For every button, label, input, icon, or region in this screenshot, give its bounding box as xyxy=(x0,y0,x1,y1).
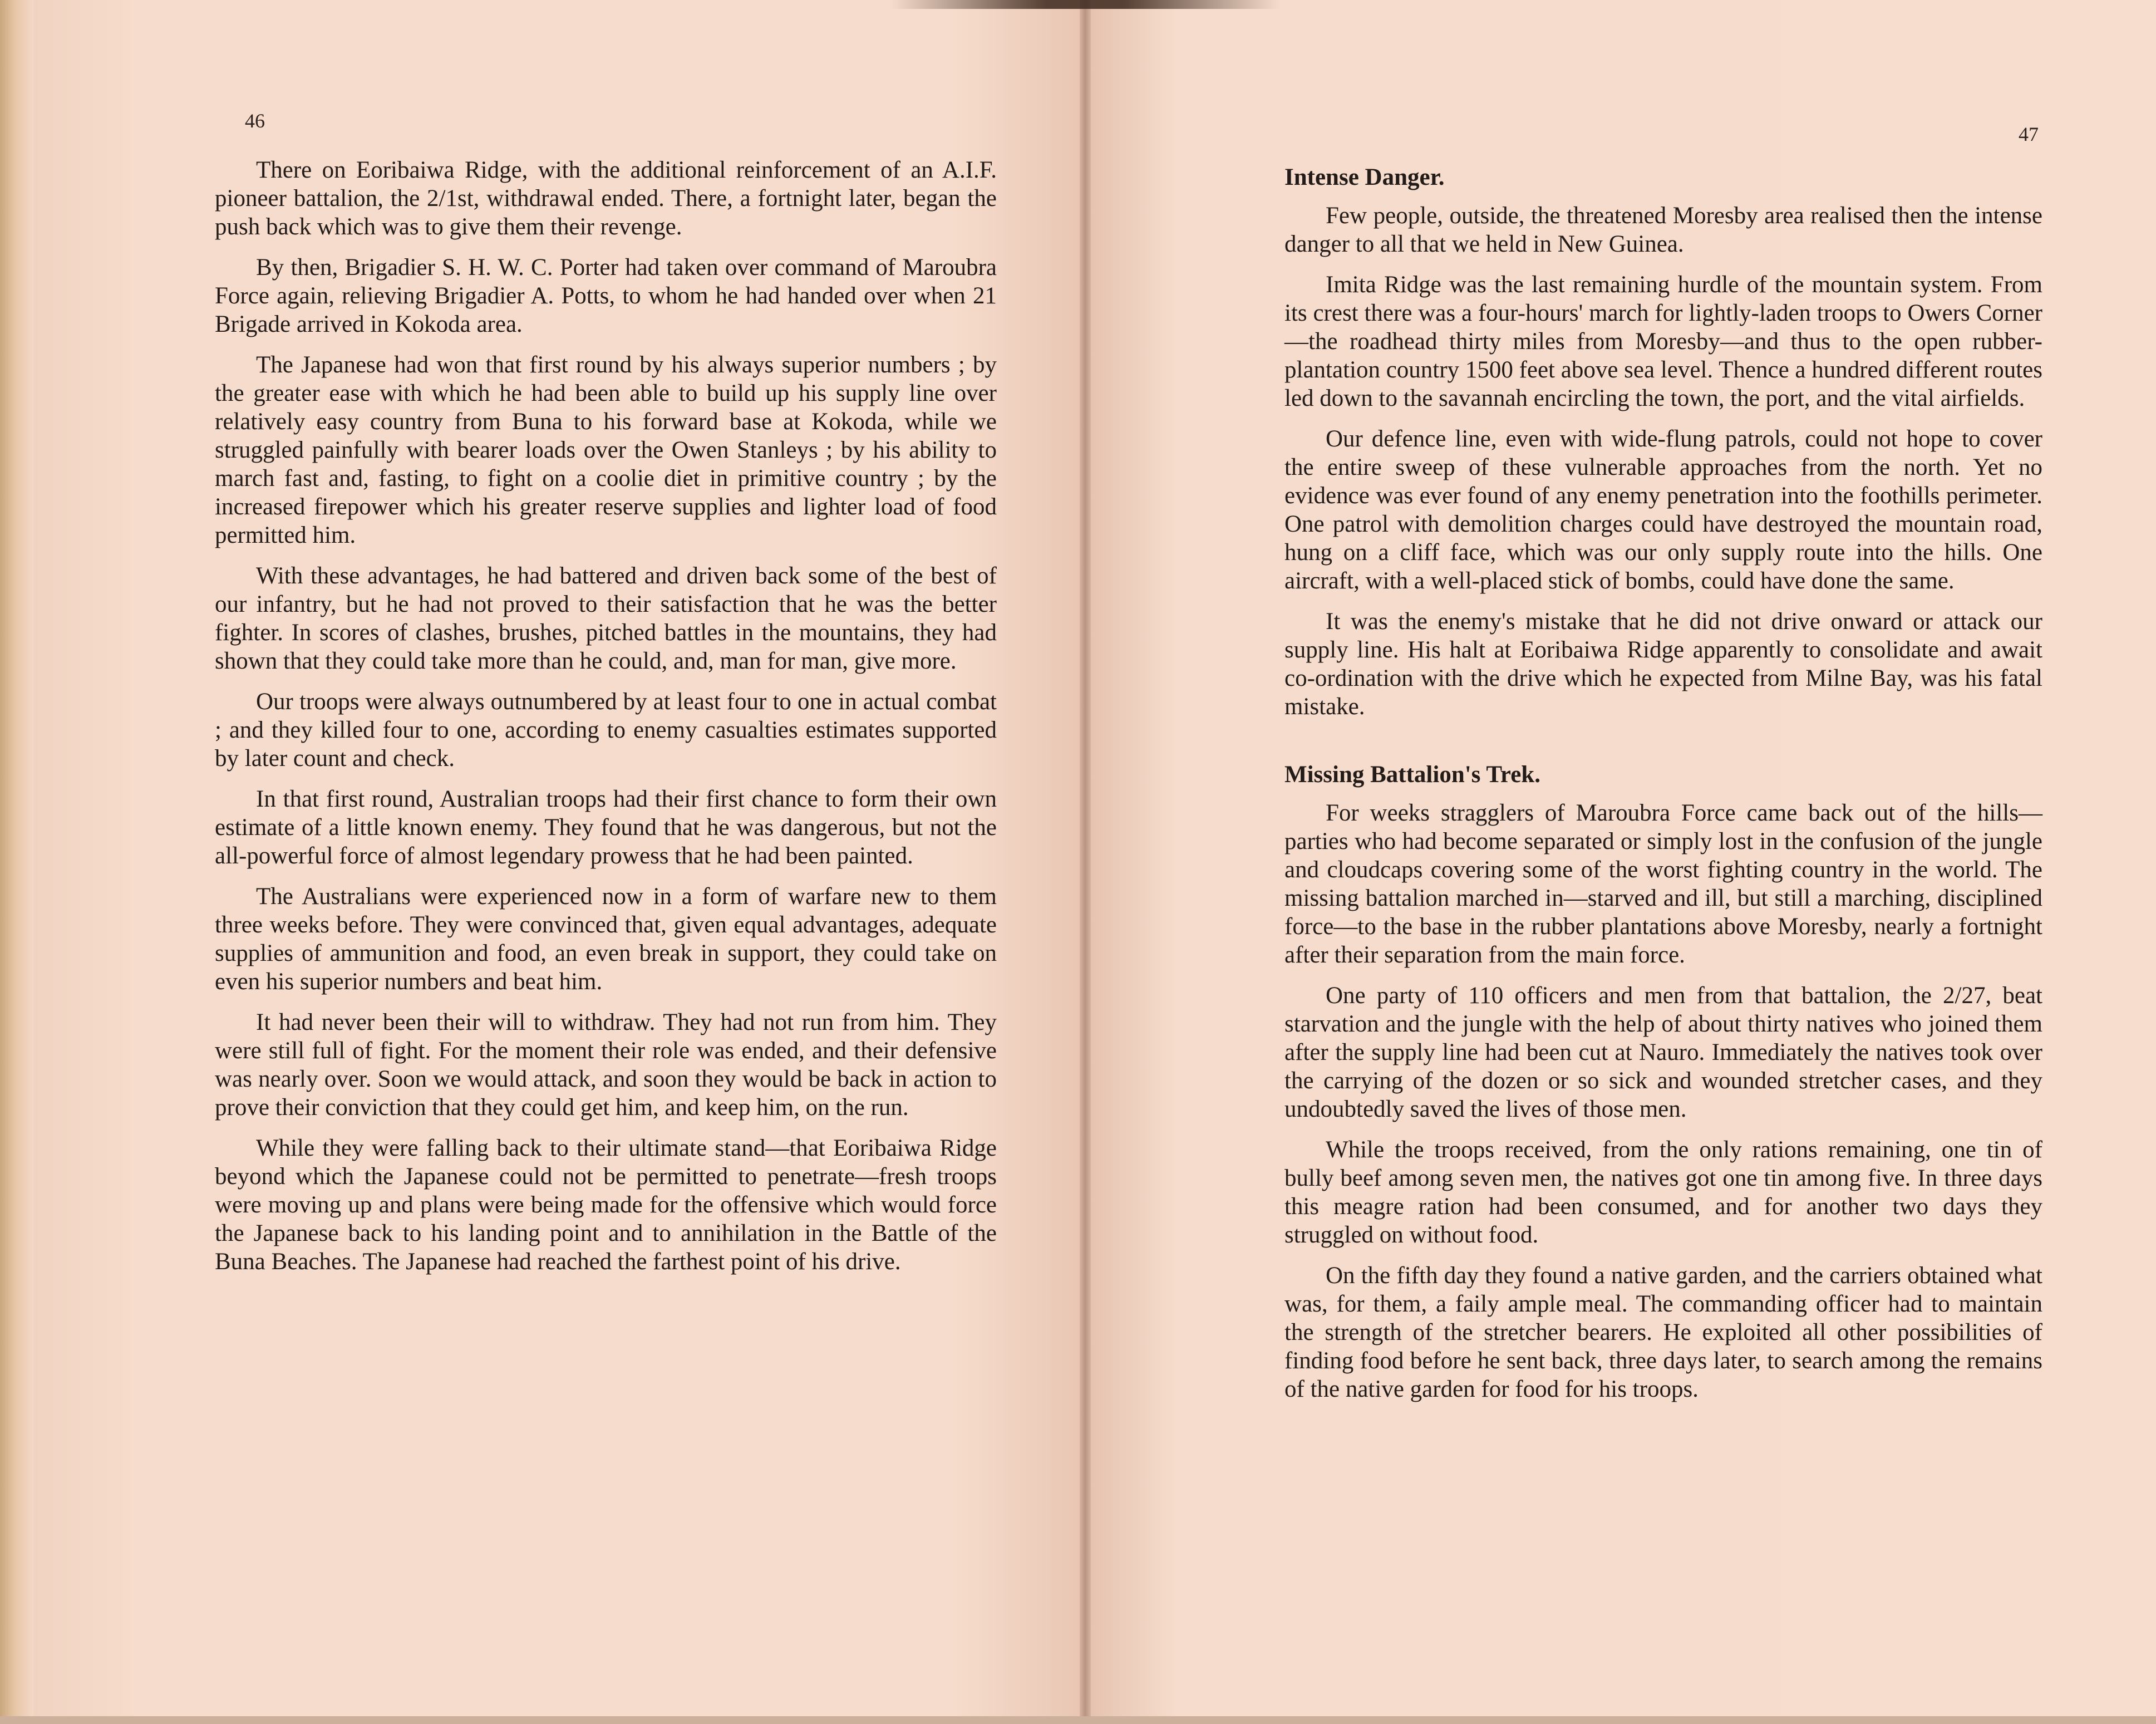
paragraph: On the fifth day they found a native garden, and the carriers obtained what was, for them, a faily ample meal. The commanding officer had to maintain the strength of the stretcher bearers. He exploited all other possibilities of finding food before he sent back, three days later, to search among the remains of the native garden for food for his troops. xyxy=(1284,1263,2042,1402)
paragraph: For weeks stragglers of Maroubra Force came back out of the hills—parties who had become separated or simply lost in the confusion of the jungle and cloudcaps covering some of the worst fighting country in the world. The missing battalion marched in—starved and ill, but still a marching, disciplined force—to the base in the rubber plantations above Moresby, nearly a fortnight after their separation from the main force. xyxy=(1284,800,2042,968)
paragraph: While the troops received, from the only rations remaining, one tin of bully beef among seven men, the natives got one tin among five. In three days this meagre ration had been consumed, and for another two days they struggled on without food. xyxy=(1284,1137,2042,1248)
right-page-text xyxy=(1284,163,2042,1416)
paragraph: There on Eoribaiwa Ridge, with the additional reinforcement of an A.I.F. pioneer battalion, the 2/1st, withdrawal ended. There, a fortnight later, began the push back which was to give them their revenge. xyxy=(215,157,997,240)
paragraph: It had never been their will to withdraw. They had not run from him. They were still full of fight. For the moment their role was ended, and their defensive was nearly over. Soon we would attack, and soon they would be back in action to prove their conviction that they could get him, and keep him, on the run. xyxy=(215,1009,997,1121)
cover-top-edge xyxy=(890,0,1280,9)
paragraph: Imita Ridge was the last remaining hurdle of the mountain system. From its crest there was a four-hours' march for lightly-laden troops to Owers Corner—the roadhead thirty miles from Moresby—and thus to the open rubber-plantation country 1500 feet above sea level. Thence a hundred different routes led down to the savannah encircling the town, the port, and the vital airfields. xyxy=(1284,272,2042,411)
paragraph: Our troops were always outnumbered by at least four to one in actual combat ; and they killed four to one, according to enemy casualties estimates supported by later count and check. xyxy=(215,689,997,772)
paragraph: It was the enemy's mistake that he did not drive onward or attack our supply line. His halt at Eoribaiwa Ridge apparently to consolidate and await co-ordination with the drive which he expected from Milne Bay, was his fatal mistake. xyxy=(1284,608,2042,720)
paragraph: The Japanese had won that first round by his always superior numbers ; by the greater ease with which he had been able to build up his supply line over relatively easy country from Buna to his forward base at Kokoda, while we struggled painfully with bearer loads over the Owen Stanleys ; by his ability to march fast and, fasting, to fight on a coolie diet in primitive country ; by the increased firepower which his greater reserve supplies and lighter load of food permitted him. xyxy=(215,352,997,548)
page-bottom-edge xyxy=(0,1716,2156,1724)
paragraph: Few people, outside, the threatened Moresby area realised then the intense danger to all that we held in New Guinea. xyxy=(1284,203,2042,257)
left-page-number: 46 xyxy=(245,110,265,132)
paragraph: The Australians were experienced now in a form of warfare new to them three weeks before. They were convinced that, given equal advantages, adequate supplies of ammunition and food, an even break in support, they could take on even his superior numbers and beat him. xyxy=(215,883,997,995)
right-page-number: 47 xyxy=(2019,123,2039,145)
paragraph: By then, Brigadier S. H. W. C. Porter had taken over command of Maroubra Force again, relieving Brigadier A. Potts, to whom he had handed over when 21 Brigade arrived in Kokoda area. xyxy=(215,254,997,337)
paragraph: In that first round, Australian troops had their first chance to form their own estimate of a little known enemy. They found that he was dangerous, but not the all-powerful force of almost legendary prowess that he had been painted. xyxy=(215,786,997,869)
section-heading-missing-battalion: Missing Battalion's Trek. xyxy=(1284,762,1540,788)
paragraph: With these advantages, he had battered and driven back some of the best of our infantry, but he had not proved to their satisfaction that he was the better fighter. In scores of clashes, brushes, pitched battles in the mountains, they had shown that they could take more than he could, and, man for man, give more. xyxy=(215,563,997,674)
paragraph: One party of 110 officers and men from that battalion, the 2/27, beat starvation and the jungle with the help of about thirty natives who joined them after the supply line had been cut at Nauro. Immediately the natives took over the carrying of the dozen or so sick and wounded stretcher cases, and they undoubtedly saved the lives of those men. xyxy=(1284,983,2042,1122)
paragraph: Our defence line, even with wide-flung patrols, could not hope to cover the entire sweep of these vulnerable approaches from the north. Yet no evidence was ever found of any enemy penetration into the foothills perimeter. One patrol with demolition charges could have destroyed the mountain road, hung on a cliff face, which was our only supply route into the hills. One aircraft, with a well-placed stick of bombs, could have done the same. xyxy=(1284,426,2042,594)
paragraph: While they were falling back to their ultimate stand—that Eoribaiwa Ridge beyond which the Japanese could not be permitted to penetrate—fresh troops were moving up and plans were being made for the offensive which would force the Japanese back to his landing point and to annihilation in the Battle of the Buna Beaches. The Japanese had reached the farthest point of his drive. xyxy=(215,1135,997,1275)
book-gutter xyxy=(1080,0,1091,1724)
left-page-text xyxy=(215,156,997,1288)
section-heading-intense-danger: Intense Danger. xyxy=(1284,164,1445,190)
book-binding-edge xyxy=(0,0,33,1724)
